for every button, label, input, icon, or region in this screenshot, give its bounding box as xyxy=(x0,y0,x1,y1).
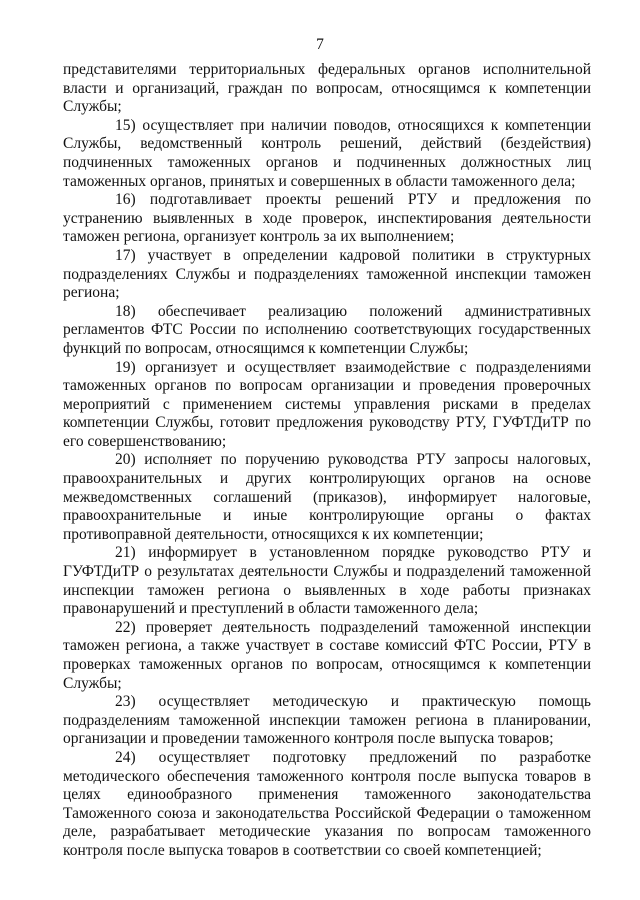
paragraph-continuation: представителями территориальных федеральных органов исполнительной власти и организаций, граждан по вопросам, относящимся к компетенции Службы; xyxy=(63,61,591,116)
paragraph-item-16: 16) подготавливает проекты решений РТУ и предложения по устранению выявленных в ходе проверок, инспектирования деятельности таможен региона, организует контроль за их выполнением; xyxy=(63,191,591,246)
page-number: 7 xyxy=(316,36,324,53)
document-body xyxy=(63,61,591,861)
paragraph-item-17: 17) участвует в определении кадровой политики в структурных подразделениях Службы и подразделениях таможенной инспекции таможен региона; xyxy=(63,246,591,302)
paragraph-item-15: 15) осуществляет при наличии поводов, относящихся к компетенции Службы, ведомственный контроль решений, действий (бездействия) подчиненных таможенных органов и подчиненных должностных лиц таможенных органов, принятых и совершенных в области таможенного дела; xyxy=(63,116,591,190)
paragraph-item-24: 24) осуществляет подготовку предложений по разработке методического обеспечения таможенного контроля после выпуска товаров в целях единообразного применения таможенного законодательства Таможенного союза и законодательства Российской Федерации о таможенном деле, разрабатывает методические указания по вопросам таможенного контроля после выпуска товаров в соответствии со своей компетенцией; xyxy=(63,748,591,859)
paragraph-item-22: 22) проверяет деятельность подразделений таможенной инспекции таможен региона, а также участвует в составе комиссий ФТС России, РТУ в проверках таможенных органов по вопросам, относящимся к компетенции Службы; xyxy=(63,618,591,692)
paragraph-item-23: 23) осуществляет методическую и практическую помощь подразделениям таможенной инспекции таможен региона в планировании, организации и проведении таможенного контроля после выпуска товаров; xyxy=(63,693,591,748)
paragraph-item-18: 18) обеспечивает реализацию положений административных регламентов ФТС России по исполнению соответствующих государственных функций по вопросам, относящимся к компетенции Службы; xyxy=(63,302,591,357)
paragraph-item-19: 19) организует и осуществляет взаимодействие с подразделениями таможенных органов по вопросам организации и проведения проверочных мероприятий с применением системы управления рисками в пределах компетенции Службы, готовит предложения руководству РТУ, ГУФТДиТР по его совершенствованию; xyxy=(63,358,591,450)
paragraph-item-21: 21) информирует в установленном порядке руководство РТУ и ГУФТДиТР о результатах деятельности Службы и подразделений таможенной инспекции таможен региона о выявленных в ходе работы признаках правонарушений и преступлений в области таможенного дела; xyxy=(63,544,591,618)
paragraph-item-20: 20) исполняет по поручению руководства РТУ запросы налоговых, правоохранительных и других контролирующих органов на основе межведомственных соглашений (приказов), информирует налоговые, правоохранительные и иные контролирующие органы о фактах противоправной деятельности, относящихся к их компетенции; xyxy=(63,451,591,543)
